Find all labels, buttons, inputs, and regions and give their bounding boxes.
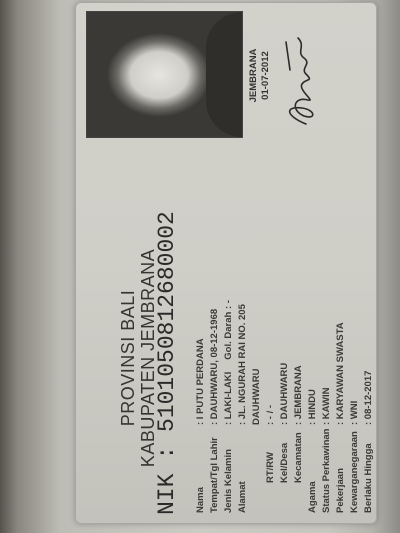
- field-row-rtrw: [264, 153, 278, 513]
- field-row-kewarganegaraan: [348, 153, 362, 513]
- field-row-nama: [194, 153, 208, 513]
- nik-line: [154, 155, 180, 515]
- field-value: DAUHWARU: [251, 368, 262, 425]
- field-row-agama: [306, 153, 320, 513]
- field-row-keldesa: [278, 153, 292, 513]
- field-label: Status Perkawinan: [321, 428, 332, 513]
- field-value: : 08-12-2017: [363, 370, 374, 425]
- field-row-kecamatan: [292, 153, 306, 513]
- id-card-content: [76, 3, 376, 523]
- nik-value: : 5101050812680002: [154, 211, 180, 460]
- field-row-berlaku: [362, 153, 376, 513]
- field-label: Agama: [307, 481, 318, 513]
- field-value-with-blood: [222, 153, 236, 425]
- field-row-alamat: [236, 153, 250, 513]
- field-value: : LAKI-LAKI: [223, 371, 234, 425]
- field-label: Nama: [195, 487, 206, 513]
- nik-label: NIK: [154, 473, 180, 515]
- field-label: RT/RW: [265, 452, 276, 483]
- field-label: Kel/Desa: [279, 442, 290, 483]
- field-label: Alamat: [237, 481, 248, 513]
- field-label: Tempat/Tgl Lahir: [209, 437, 220, 513]
- field-value: : WNI: [349, 400, 360, 425]
- field-label: Jenis Kelamin: [223, 449, 234, 513]
- issue-date: 01-07-2012: [260, 51, 271, 100]
- identity-fields: [194, 153, 376, 513]
- province-title: PROVINSI BALI: [118, 289, 138, 427]
- signature-icon: [276, 20, 324, 130]
- holder-photo: [86, 11, 243, 138]
- field-value: : - / -: [265, 404, 276, 425]
- field-value: : DAUHWARU, 08-12-1968: [209, 308, 220, 425]
- field-value: : JL. NGURAH RAI NO. 205: [237, 304, 248, 425]
- card-header: [118, 193, 158, 523]
- field-row-alamat-2: [250, 153, 264, 513]
- field-label: Kewarganegaraan: [349, 431, 360, 513]
- field-value: : HINDU: [307, 389, 318, 425]
- field-row-status: [320, 153, 334, 513]
- field-value: : KAWIN: [321, 387, 332, 425]
- blood-type: Gol. Darah : -: [223, 300, 234, 360]
- field-value: : DAUHWARU: [279, 362, 290, 425]
- field-label: Berlaku Hingga: [363, 443, 374, 513]
- field-label: Kecamatan: [293, 432, 304, 483]
- field-label: [250, 425, 264, 513]
- field-label: Pekerjaan: [335, 468, 346, 513]
- field-value: : KARYAWAN SWASTA: [335, 322, 346, 425]
- field-row-ttl: [208, 153, 222, 513]
- field-row-jenis-kelamin: [222, 153, 236, 513]
- regency-title: KABUPATEN JEMBRANA: [138, 248, 158, 468]
- id-card: [75, 2, 377, 524]
- field-value: : I PUTU PERDANA: [195, 338, 206, 425]
- issue-block: [248, 13, 272, 138]
- field-row-pekerjaan: [334, 153, 348, 513]
- field-value: : JEMBRANA: [293, 365, 304, 425]
- issue-place: JEMBRANA: [248, 48, 259, 103]
- photo-shoulders: [206, 12, 242, 137]
